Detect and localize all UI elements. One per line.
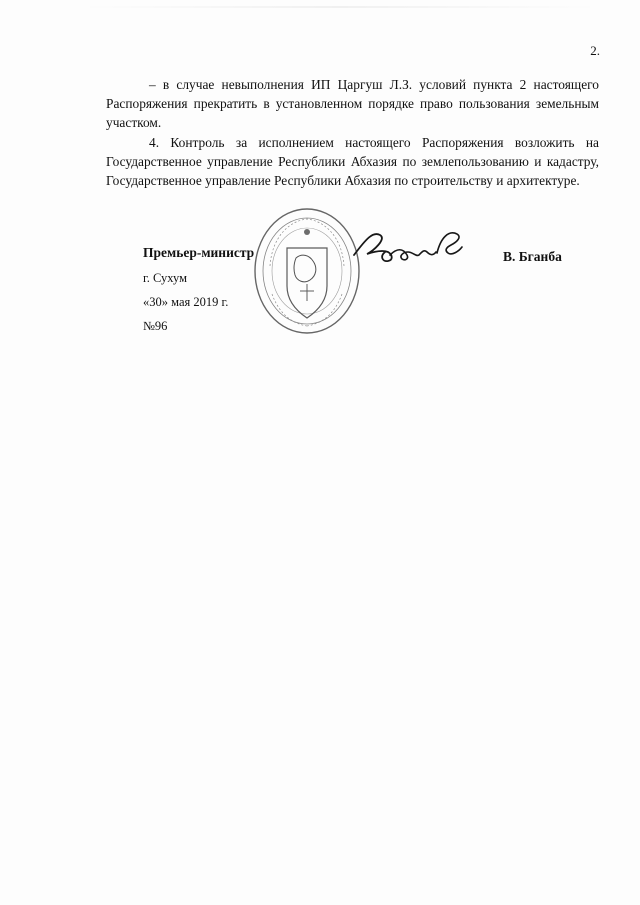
handwritten-signature-icon: [348, 221, 468, 271]
body-paragraph-1: – в случае невыполнения ИП Царгуш Л.З. условий пункта 2 настоящего Распоряжения прекратить в установленном порядке право пользования земельным участком.: [106, 77, 599, 131]
page-number: 2.: [590, 43, 600, 58]
official-seal-icon: [252, 206, 362, 336]
signatory-name: В. Бганба: [503, 249, 562, 264]
document-number: №96: [143, 319, 168, 333]
signatory-title: Премьер-министр: [143, 245, 255, 260]
body-paragraph-2: 4. Контроль за исполнением настоящего Распоряжения возложить на Государственное управление Республики Абхазия по землепользованию и кадастру, Государственное управление Республики Абхазия по строительству и архитектуре.: [106, 134, 599, 189]
signing-place: г. Сухум: [143, 271, 188, 285]
signing-date: «30» мая 2019 г.: [143, 295, 229, 309]
signature-block: [0, 0, 640, 400]
